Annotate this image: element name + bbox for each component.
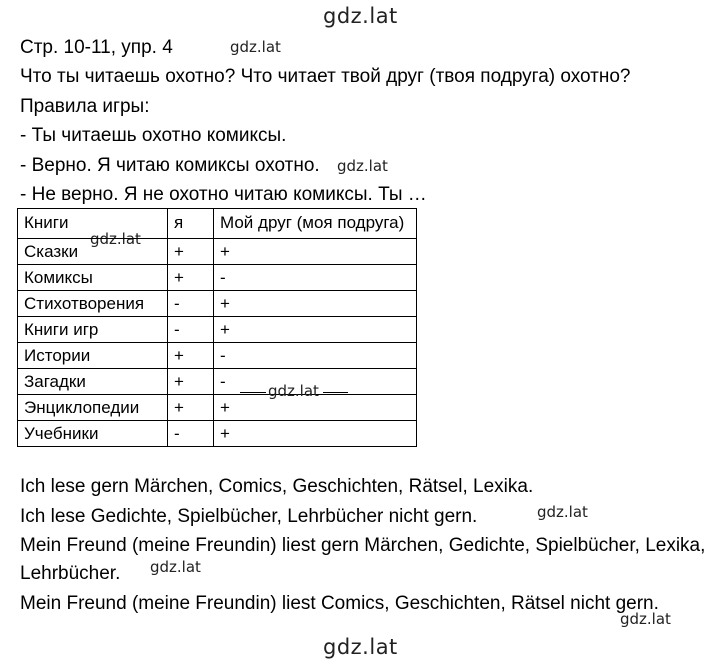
cell-friend: - — [214, 265, 417, 291]
table-row — [18, 421, 417, 447]
watermark: gdz.lat — [537, 503, 588, 521]
dialog-line: - Ты читаешь охотно комиксы. — [20, 125, 287, 146]
dialog-line: - Верно. Я читаю комиксы охотно. — [20, 155, 320, 176]
watermark-connector-left — [240, 392, 266, 393]
table-row — [18, 317, 417, 343]
cell-me: + — [168, 239, 214, 265]
cell-book: Сказки — [18, 239, 168, 265]
cell-friend: + — [214, 291, 417, 317]
cell-friend: + — [214, 395, 417, 421]
cell-me: + — [168, 265, 214, 291]
cell-me: - — [168, 421, 214, 447]
watermark-top: gdz.lat — [323, 4, 398, 28]
answer-sentence: Mein Freund (meine Freundin) liest Comics, Geschichten, Rätsel nicht gern. — [20, 593, 659, 614]
watermark-connector-right — [323, 392, 348, 393]
task-question: Что ты читаешь охотно? Что читает твой друг (твоя подруга) охотно? — [20, 66, 631, 87]
table-row — [18, 239, 417, 265]
exercise-reference: Стр. 10-11, упр. 4 — [20, 37, 173, 58]
cell-friend: + — [214, 317, 417, 343]
watermark: gdz.lat — [230, 38, 281, 56]
table-row — [18, 265, 417, 291]
cell-me: + — [168, 395, 214, 421]
cell-book: Стихотворения — [18, 291, 168, 317]
table-row — [18, 291, 417, 317]
answer-sentence: Ich lese gern Märchen, Comics, Geschichten, Rätsel, Lexika. — [20, 476, 534, 497]
cell-me: + — [168, 369, 214, 395]
cell-friend: - — [214, 369, 417, 395]
cell-book: Учебники — [18, 421, 168, 447]
cell-book: Энциклопедии — [18, 395, 168, 421]
table-row — [18, 343, 417, 369]
cell-friend: + — [214, 421, 417, 447]
table-header-row — [18, 209, 417, 239]
watermark: gdz.lat — [268, 382, 319, 400]
answer-sentence: Ich lese Gedichte, Spielbücher, Lehrbücher nicht gern. — [20, 506, 478, 527]
cell-me: - — [168, 317, 214, 343]
answer-sentence: Mein Freund (meine Freundin) liest gern Märchen, Gedichte, Spielbücher, Lexika, — [20, 535, 706, 556]
column-header-me: я — [168, 209, 214, 239]
cell-book: Комиксы — [18, 265, 168, 291]
answer-sentence-continued: Lehrbücher. — [20, 563, 121, 584]
watermark: gdz.lat — [90, 230, 141, 248]
cell-book: Загадки — [18, 369, 168, 395]
watermark-bottom: gdz.lat — [323, 635, 398, 659]
cell-book: Истории — [18, 343, 168, 369]
cell-friend: + — [214, 239, 417, 265]
watermark: gdz.lat — [337, 157, 388, 175]
reading-preferences-table — [17, 208, 417, 447]
column-header-friend: Мой друг (моя подруга) — [214, 209, 417, 239]
cell-friend: - — [214, 343, 417, 369]
table-row — [18, 369, 417, 395]
cell-book: Книги игр — [18, 317, 168, 343]
cell-me: + — [168, 343, 214, 369]
dialog-line: - Не верно. Я не охотно читаю комиксы. Ты … — [20, 184, 427, 205]
watermark: gdz.lat — [620, 610, 671, 628]
watermark: gdz.lat — [150, 558, 201, 576]
rules-title: Правила игры: — [20, 96, 150, 117]
cell-me: - — [168, 291, 214, 317]
table-row — [18, 395, 417, 421]
column-header-books: Книги — [18, 209, 168, 239]
